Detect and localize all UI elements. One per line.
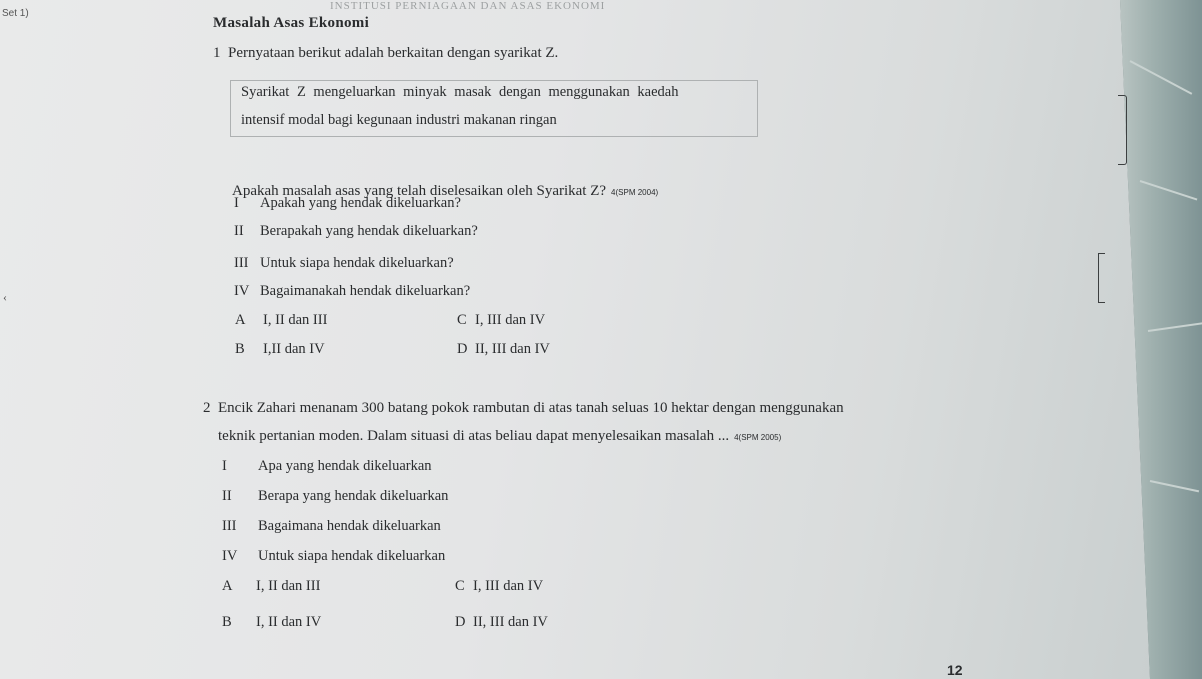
item-text: Untuk siapa hendak dikeluarkan: [258, 548, 446, 564]
page-number: 12: [947, 662, 963, 678]
item-numeral: III: [234, 255, 249, 271]
option-letter: B: [222, 614, 232, 630]
item-numeral: IV: [234, 283, 250, 299]
question-2-line-1-text: Encik Zahari menanam 300 batang pokok rambutan di atas tanah seluas 10 hektar dengan menggunakan: [218, 400, 844, 416]
option-text: II, III dan IV: [475, 341, 550, 357]
margin-tick-mark: ‹: [3, 290, 7, 304]
item-numeral: II: [234, 223, 244, 239]
option-text: I, III dan IV: [475, 312, 546, 328]
option-text: I,II dan IV: [263, 341, 325, 357]
item-text: Apa yang hendak dikeluarkan: [258, 458, 432, 474]
option-b: [235, 341, 325, 358]
item-text: Untuk siapa hendak dikeluarkan?: [260, 255, 454, 271]
list-item: [222, 458, 432, 475]
option-text: II, III dan IV: [473, 614, 548, 630]
item-text: Berapakah yang hendak dikeluarkan?: [260, 223, 478, 239]
item-numeral: II: [222, 488, 232, 504]
option-d: [455, 614, 548, 631]
question-1-intro-text: Pernyataan berikut adalah berkaitan dengan syarikat Z.: [228, 45, 559, 61]
option-c: [455, 578, 543, 595]
question-1-reference: 4(SPM 2004): [611, 188, 659, 197]
question-2-stem-line-1: [203, 400, 844, 417]
statement-line-1: Syarikat Z mengeluarkan minyak masak dengan menggunakan kaedah: [241, 84, 679, 100]
option-letter: A: [222, 578, 233, 594]
option-text: I, II dan III: [256, 578, 321, 594]
statement-line-2: intensif modal bagi kegunaan industri makanan ringan: [241, 112, 557, 128]
question-2-stem-line-2: [218, 428, 781, 445]
list-item: [234, 255, 454, 272]
item-text: Bagaimanakah hendak dikeluarkan?: [260, 283, 471, 299]
item-numeral: I: [234, 195, 239, 211]
question-1-number: 1: [213, 45, 221, 61]
option-a: [222, 578, 320, 595]
option-letter: C: [455, 578, 465, 594]
option-letter: D: [455, 614, 466, 630]
option-letter: A: [235, 312, 246, 328]
bracket-mark-1: [1118, 95, 1127, 165]
option-letter: D: [457, 341, 468, 357]
page-title: Masalah Asas Ekonomi: [213, 15, 370, 31]
option-text: I, III dan IV: [473, 578, 544, 594]
item-text: Bagaimana hendak dikeluarkan: [258, 518, 441, 534]
item-numeral: IV: [222, 548, 238, 564]
item-numeral: III: [222, 518, 237, 534]
list-item: [222, 488, 448, 505]
list-item: [234, 283, 470, 300]
question-2-number: 2: [203, 400, 211, 416]
option-d: [457, 341, 550, 358]
list-item: [234, 223, 478, 240]
list-item: [222, 518, 441, 535]
item-numeral: I: [222, 458, 227, 474]
option-letter: B: [235, 341, 245, 357]
option-c: [457, 312, 545, 329]
option-b: [222, 614, 321, 631]
item-text: Berapa yang hendak dikeluarkan: [258, 488, 449, 504]
option-a: [235, 312, 327, 329]
option-text: I, II dan IV: [256, 614, 322, 630]
question-1-intro: [213, 45, 558, 62]
option-letter: C: [457, 312, 467, 328]
bracket-mark-2: [1098, 253, 1105, 303]
list-item: [234, 195, 461, 212]
set-label: Set 1): [2, 8, 29, 19]
list-item: [222, 548, 445, 565]
previous-page-strip: INSTITUSI PERNIAGAAN DAN ASAS EKONOMI: [330, 0, 606, 10]
question-2-line-2-text: teknik pertanian moden. Dalam situasi di atas beliau dapat menyelesaikan masalah ...: [218, 428, 730, 444]
question-2-reference: 4(SPM 2005): [734, 433, 782, 442]
option-text: I, II dan III: [263, 312, 328, 328]
question-1-stem-text: Apakah masalah asas yang telah diselesaikan oleh Syarikat Z?: [232, 183, 607, 199]
item-text: Apakah yang hendak dikeluarkan?: [260, 195, 461, 211]
